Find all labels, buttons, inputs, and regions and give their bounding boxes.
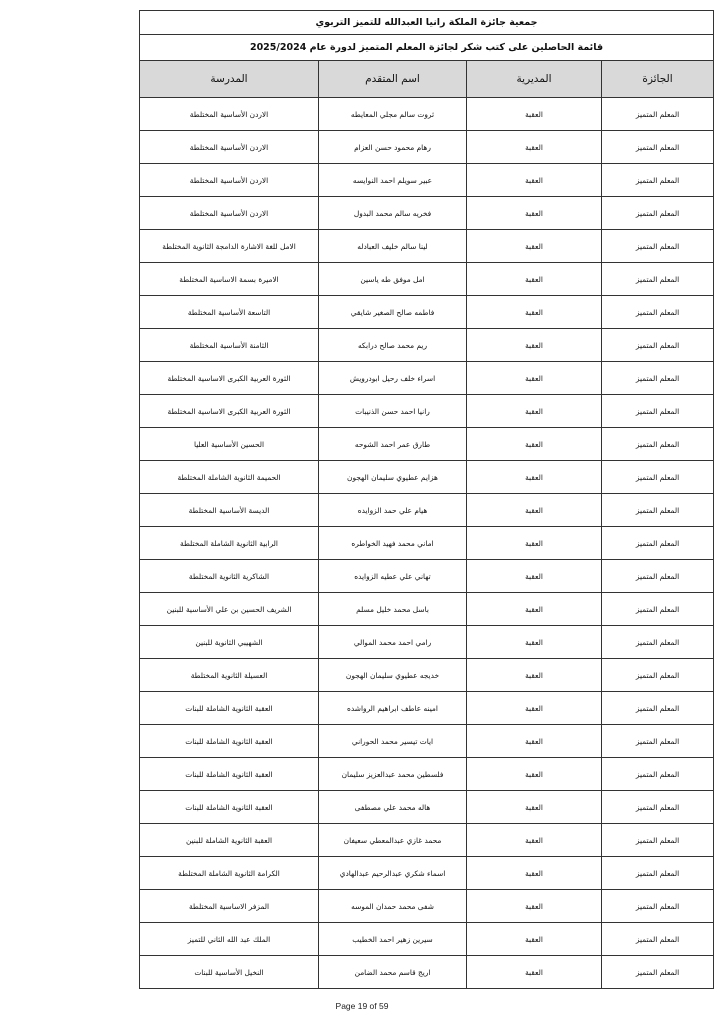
cell-award: المعلم المتميز <box>602 758 714 791</box>
cell-directorate: العقبة <box>467 494 602 527</box>
cell-directorate: العقبة <box>467 626 602 659</box>
table-row <box>140 395 714 428</box>
cell-name: امل موفق طه ياسين <box>319 263 467 296</box>
cell-directorate: العقبة <box>467 923 602 956</box>
cell-award: المعلم المتميز <box>602 659 714 692</box>
cell-directorate: العقبة <box>467 131 602 164</box>
cell-name: رانيا احمد حسن الذنيبات <box>319 395 467 428</box>
cell-award: المعلم المتميز <box>602 263 714 296</box>
cell-directorate: العقبة <box>467 197 602 230</box>
cell-award: المعلم المتميز <box>602 593 714 626</box>
cell-award: المعلم المتميز <box>602 197 714 230</box>
table-row <box>140 560 714 593</box>
cell-directorate: العقبة <box>467 329 602 362</box>
table-body <box>140 98 714 989</box>
cell-directorate: العقبة <box>467 956 602 989</box>
table-row <box>140 956 714 989</box>
cell-name: باسل محمد خليل مسلم <box>319 593 467 626</box>
cell-school: العقبة الثانوية الشاملة للبنين <box>140 824 319 857</box>
cell-directorate: العقبة <box>467 593 602 626</box>
cell-directorate: العقبة <box>467 395 602 428</box>
table-row <box>140 593 714 626</box>
cell-award: المعلم المتميز <box>602 890 714 923</box>
cell-directorate: العقبة <box>467 659 602 692</box>
header-directorate: المديرية <box>467 61 602 98</box>
cell-name: فاطمه صالح الصغير شايقي <box>319 296 467 329</box>
cell-award: المعلم المتميز <box>602 725 714 758</box>
cell-award: المعلم المتميز <box>602 164 714 197</box>
cell-award: المعلم المتميز <box>602 98 714 131</box>
table-row <box>140 659 714 692</box>
cell-school: الحميمة الثانوية الشاملة المختلطة <box>140 461 319 494</box>
table-row <box>140 725 714 758</box>
document-page <box>139 10 713 989</box>
cell-name: اسراء خلف رحيل ابودرويش <box>319 362 467 395</box>
cell-award: المعلم المتميز <box>602 494 714 527</box>
cell-school: الاردن الأساسية المختلطة <box>140 197 319 230</box>
cell-school: الثامنة الأساسية المختلطة <box>140 329 319 362</box>
cell-award: المعلم المتميز <box>602 296 714 329</box>
table-row <box>140 362 714 395</box>
cell-name: امينه عاطف ابراهيم الرواشده <box>319 692 467 725</box>
cell-name: طارق عمر احمد الشوحه <box>319 428 467 461</box>
table-row <box>140 494 714 527</box>
cell-name: شفى محمد حمدان الموسه <box>319 890 467 923</box>
cell-directorate: العقبة <box>467 164 602 197</box>
cell-school: الرابية الثانوية الشاملة المختلطة <box>140 527 319 560</box>
table-row <box>140 791 714 824</box>
cell-award: المعلم المتميز <box>602 461 714 494</box>
cell-directorate: العقبة <box>467 857 602 890</box>
cell-directorate: العقبة <box>467 725 602 758</box>
cell-name: عبير سويلم احمد النوايسه <box>319 164 467 197</box>
cell-award: المعلم المتميز <box>602 791 714 824</box>
table-row <box>140 890 714 923</box>
cell-school: الثورة العربية الكبرى الاساسية المختلطة <box>140 395 319 428</box>
cell-name: ثروت سالم مجلي المعايطه <box>319 98 467 131</box>
cell-award: المعلم المتميز <box>602 527 714 560</box>
cell-directorate: العقبة <box>467 890 602 923</box>
cell-name: فلسطين محمد عبدالعزيز سليمان <box>319 758 467 791</box>
cell-school: العقبة الثانوية الشاملة للبنات <box>140 692 319 725</box>
cell-name: هاله محمد علي مصطفى <box>319 791 467 824</box>
cell-school: الشريف الحسين بن علي الأساسية للبنين <box>140 593 319 626</box>
cell-award: المعلم المتميز <box>602 131 714 164</box>
cell-school: المزفر الاساسية المختلطة <box>140 890 319 923</box>
cell-school: الاردن الأساسية المختلطة <box>140 98 319 131</box>
table-row <box>140 131 714 164</box>
cell-directorate: العقبة <box>467 428 602 461</box>
cell-directorate: العقبة <box>467 362 602 395</box>
header-row <box>140 61 714 98</box>
cell-award: المعلم المتميز <box>602 428 714 461</box>
cell-name: محمد غازي عبدالمعطي سعيفان <box>319 824 467 857</box>
cell-school: الاردن الأساسية المختلطة <box>140 131 319 164</box>
cell-directorate: العقبة <box>467 527 602 560</box>
cell-award: المعلم المتميز <box>602 626 714 659</box>
cell-school: الكرامة الثانوية الشاملة المختلطة <box>140 857 319 890</box>
cell-award: المعلم المتميز <box>602 956 714 989</box>
table-row <box>140 164 714 197</box>
cell-name: هزايم عطيوي سليمان الهجون <box>319 461 467 494</box>
cell-directorate: العقبة <box>467 461 602 494</box>
title-row <box>140 11 714 35</box>
header-award: الجائزة <box>602 61 714 98</box>
cell-school: العقبة الثانوية الشاملة للبنات <box>140 791 319 824</box>
table-row <box>140 857 714 890</box>
header-name: اسم المتقدم <box>319 61 467 98</box>
cell-name: خديجه عطيوي سليمان الهجون <box>319 659 467 692</box>
cell-school: الاردن الأساسية المختلطة <box>140 164 319 197</box>
cell-name: تهاني علي عطيه الزوايده <box>319 560 467 593</box>
cell-name: ايات تيسير محمد الحوراني <box>319 725 467 758</box>
cell-directorate: العقبة <box>467 98 602 131</box>
cell-award: المعلم المتميز <box>602 362 714 395</box>
cell-school: الاميرة بسمة الاساسية المختلطة <box>140 263 319 296</box>
cell-school: الديسة الأساسية المختلطة <box>140 494 319 527</box>
cell-award: المعلم المتميز <box>602 692 714 725</box>
header-school: المدرسة <box>140 61 319 98</box>
table-row <box>140 197 714 230</box>
table-row <box>140 626 714 659</box>
cell-name: لينا سالم خليف العبادله <box>319 230 467 263</box>
page-number: Page 19 of 59 <box>335 1001 389 1011</box>
results-table <box>139 10 714 989</box>
cell-award: المعلم المتميز <box>602 857 714 890</box>
cell-award: المعلم المتميز <box>602 560 714 593</box>
cell-school: الامل للغة الاشارة الدامجة الثانوية المختلطة <box>140 230 319 263</box>
cell-school: العقبة الثانوية الشاملة للبنات <box>140 725 319 758</box>
table-row <box>140 98 714 131</box>
cell-name: رامي احمد محمد الموالي <box>319 626 467 659</box>
cell-award: المعلم المتميز <box>602 329 714 362</box>
cell-award: المعلم المتميز <box>602 923 714 956</box>
cell-directorate: العقبة <box>467 758 602 791</box>
table-row <box>140 527 714 560</box>
cell-directorate: العقبة <box>467 692 602 725</box>
cell-name: اريج قاسم محمد الضامن <box>319 956 467 989</box>
cell-school: الملك عبد الله الثاني للتميز <box>140 923 319 956</box>
cell-name: اسماء شكري عبدالرحيم عبدالهادي <box>319 857 467 890</box>
cell-school: الشاكرية الثانوية المختلطة <box>140 560 319 593</box>
cell-school: الثورة العربية الكبرى الاساسية المختلطة <box>140 362 319 395</box>
cell-school: الحسين الأساسية العليا <box>140 428 319 461</box>
cell-name: رهام محمود حسن العزام <box>319 131 467 164</box>
document-subtitle: قائمة الحاصلين على كتب شكر لجائزة المعلم المتميز لدورة عام 2025/2024 <box>140 35 714 61</box>
table-row <box>140 824 714 857</box>
cell-directorate: العقبة <box>467 791 602 824</box>
cell-directorate: العقبة <box>467 230 602 263</box>
cell-directorate: العقبة <box>467 263 602 296</box>
table-row <box>140 758 714 791</box>
cell-directorate: العقبة <box>467 296 602 329</box>
cell-award: المعلم المتميز <box>602 230 714 263</box>
cell-award: المعلم المتميز <box>602 395 714 428</box>
cell-name: سيرين زهير احمد الخطيب <box>319 923 467 956</box>
table-row <box>140 461 714 494</box>
table-row <box>140 263 714 296</box>
table-row <box>140 296 714 329</box>
cell-directorate: العقبة <box>467 824 602 857</box>
cell-directorate: العقبة <box>467 560 602 593</box>
cell-name: فخريه سالم محمد البدول <box>319 197 467 230</box>
cell-school: الشهيبي الثانوية للبنين <box>140 626 319 659</box>
cell-name: ريم محمد صالح درابكه <box>319 329 467 362</box>
table-row <box>140 230 714 263</box>
document-title: جمعية جائزة الملكة رانيا العبدالله للتميز التربوي <box>140 11 714 35</box>
table-row <box>140 428 714 461</box>
cell-name: اماني محمد فهيد الخواطره <box>319 527 467 560</box>
subtitle-row <box>140 35 714 61</box>
table-row <box>140 329 714 362</box>
table-row <box>140 923 714 956</box>
cell-school: العسيلة الثانوية المختلطة <box>140 659 319 692</box>
cell-name: هيام علي حمد الزوايده <box>319 494 467 527</box>
cell-school: النخيل الأساسية للبنات <box>140 956 319 989</box>
cell-school: العقبة الثانوية الشاملة للبنات <box>140 758 319 791</box>
cell-award: المعلم المتميز <box>602 824 714 857</box>
cell-school: التاسعة الأساسية المختلطة <box>140 296 319 329</box>
table-row <box>140 692 714 725</box>
